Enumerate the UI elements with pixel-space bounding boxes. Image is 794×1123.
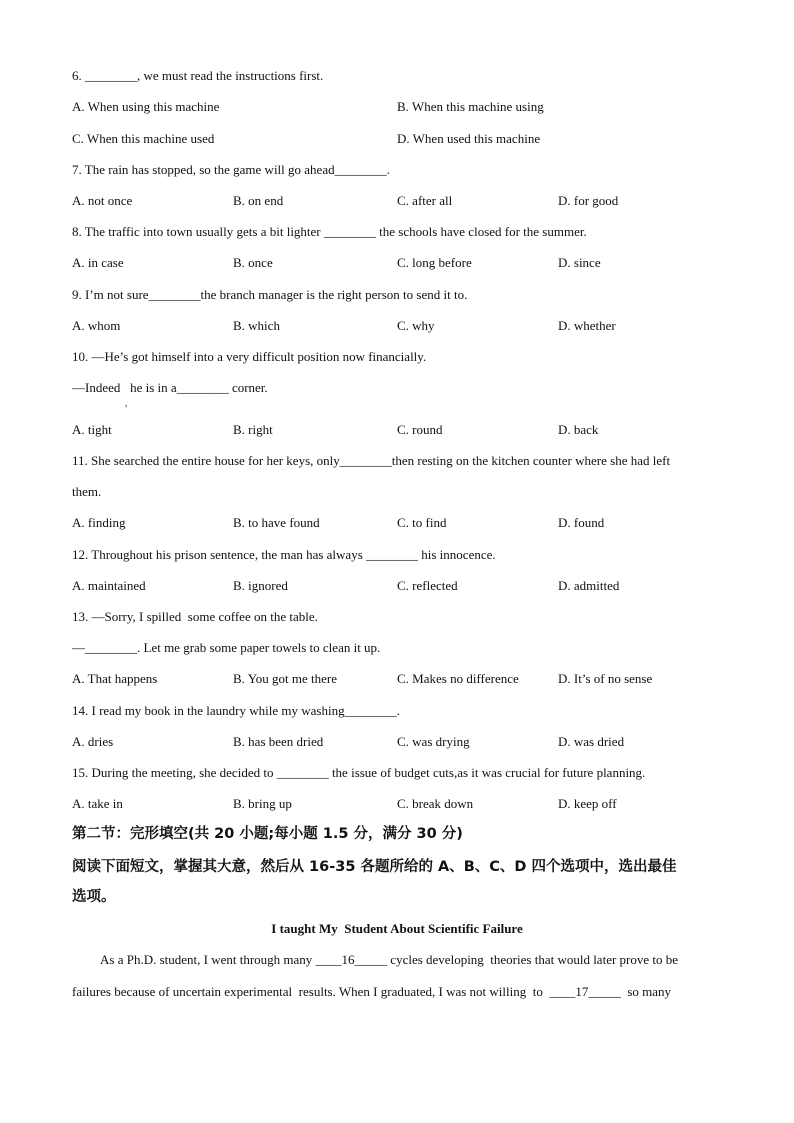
question-7-option-b: B. on end [233, 193, 284, 208]
question-15-option-c: C. break down [397, 796, 474, 811]
question-10-reply: —Indeed he is in a________ corner. [72, 380, 268, 395]
question-13-option-d: D. It’s of no sense [558, 671, 653, 686]
passage-line: failures because of uncertain experimental results. When I graduated, I was not willing to ____17_____ so many [72, 984, 672, 999]
question-8-option-d: D. since [558, 255, 601, 270]
question-13-reply: —________. Let me grab some paper towels to clean it up. [72, 640, 381, 655]
question-10-option-a: A. tight [72, 422, 112, 437]
question-9-stem: 9. I’m not sure________the branch manager is the right person to send it to. [72, 287, 468, 302]
question-8-option-a: A. in case [72, 255, 124, 270]
question-12-option-a: A. maintained [72, 578, 146, 593]
question-9-option-b: B. which [233, 318, 280, 333]
question-9-option-a: A. whom [72, 318, 121, 333]
question-12-stem: 12. Throughout his prison sentence, the man has always ________ his innocence. [72, 547, 496, 562]
question-7-option-d: D. for good [558, 193, 619, 208]
question-15-option-a: A. take in [72, 796, 123, 811]
question-13-stem: 13. —Sorry, I spilled some coffee on the table. [72, 609, 318, 624]
question-13-option-a: A. That happens [72, 671, 158, 686]
question-12-option-d: D. admitted [558, 578, 620, 593]
question-11-option-c: C. to find [397, 515, 447, 530]
question-6-stem: 6. ________, we must read the instructions first. [72, 68, 324, 83]
question-10-stem: 10. —He’s got himself into a very difficult position now financially. [72, 349, 427, 364]
question-6-option-d: D. When used this machine [397, 131, 541, 146]
question-7-stem: 7. The rain has stopped, so the game will go ahead________. [72, 162, 390, 177]
question-15-stem: 15. During the meeting, she decided to ________ the issue of budget cuts,as it was crucial for future planning. [72, 765, 646, 780]
question-12-option-c: C. reflected [397, 578, 458, 593]
question-10-option-c: C. round [397, 422, 443, 437]
question-15-option-d: D. keep off [558, 796, 617, 811]
question-9-option-d: D. whether [558, 318, 616, 333]
section-instruction-continued: 选项。 [72, 889, 116, 905]
question-8-option-b: B. once [233, 255, 273, 270]
stray-comma: , [125, 398, 128, 408]
question-13-option-c: C. Makes no difference [397, 671, 519, 686]
section-instruction: 阅读下面短文，掌握其大意，然后从 16-35 各题所给的 A、B、C、D 四个选项中，选出最佳 [72, 859, 677, 875]
question-12-option-b: B. ignored [233, 578, 288, 593]
question-11-option-a: A. finding [72, 515, 126, 530]
question-14-stem: 14. I read my book in the laundry while my washing________. [72, 703, 400, 718]
question-9-option-c: C. why [397, 318, 435, 333]
question-6-option-c: C. When this machine used [72, 131, 215, 146]
passage-line: As a Ph.D. student, I went through many ____16_____ cycles developing theories that would later prove to be [100, 952, 679, 967]
question-7-option-a: A. not once [72, 193, 133, 208]
question-13-option-b: B. You got me there [233, 671, 337, 686]
question-6-option-b: B. When this machine using [397, 99, 544, 114]
question-14-option-d: D. was dried [558, 734, 625, 749]
question-15-option-b: B. bring up [233, 796, 292, 811]
question-11-stem: 11. She searched the entire house for her keys, only________then resting on the kitchen counter where she had left [72, 453, 671, 468]
question-14-option-b: B. has been dried [233, 734, 324, 749]
question-14-option-c: C. was drying [397, 734, 470, 749]
question-11-option-b: B. to have found [233, 515, 320, 530]
question-14-option-a: A. dries [72, 734, 114, 749]
question-7-option-c: C. after all [397, 193, 453, 208]
passage-title: I taught My Student About Scientific Failure [271, 921, 523, 936]
question-6-option-a: A. When using this machine [72, 99, 220, 114]
question-11-stem-continued: them. [72, 484, 102, 499]
question-10-option-d: D. back [558, 422, 599, 437]
question-10-option-b: B. right [233, 422, 273, 437]
question-8-option-c: C. long before [397, 255, 472, 270]
section-heading: 第二节：完形填空(共 20 小题;每小题 1.5 分，满分 30 分) [72, 826, 463, 842]
question-8-stem: 8. The traffic into town usually gets a bit lighter ________ the schools have closed for the summer. [72, 224, 587, 239]
question-11-option-d: D. found [558, 515, 605, 530]
